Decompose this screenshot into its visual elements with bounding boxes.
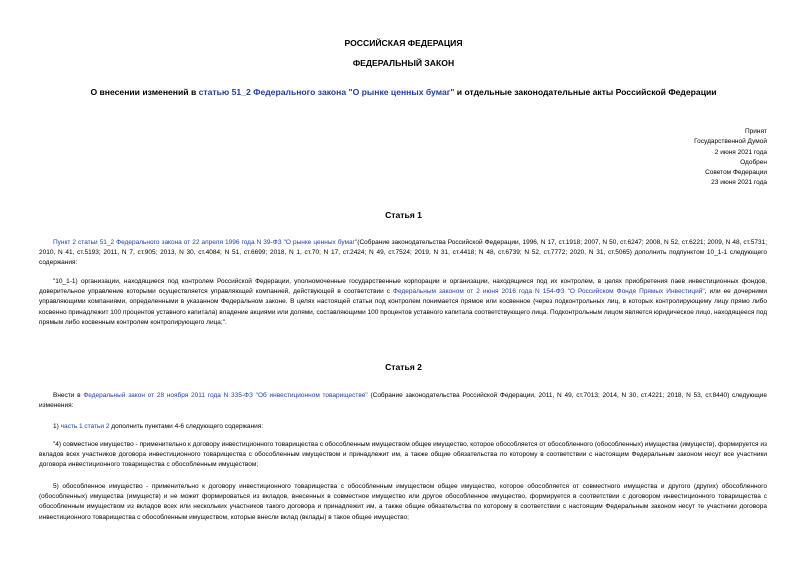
approval-date: 23 июня 2021 года	[711, 179, 767, 187]
paragraph-text: Внести в	[53, 392, 84, 399]
article-2-heading: Статья 2	[385, 362, 422, 372]
adoption-line: Принят	[744, 128, 767, 135]
doc-type-heading: ФЕДЕРАЛЬНЫЙ ЗАКОН	[352, 58, 455, 68]
article-2-paragraph-3	[39, 440, 767, 471]
article-2-paragraph-4	[39, 482, 767, 523]
article-2-paragraph-2	[39, 422, 767, 432]
paragraph-text: , или ее дочерними управляющими компаниями, определенными в указанном Федеральном законе. В целях настоящей статьи под контролем понимается прямое или косвенное (через подконтрольных лиц, в которых контролирующему лицу прямо либо косвенно принадлежит 100 процентов уставного капитала) владение акциями или долями, составляющими 100 процентов уставного капитала соответствующего лица. Подконтрольным лицом является юридическое лицо, находящееся под прямым либо косвенным контролем контролирующего лица;".	[39, 288, 768, 326]
law-title	[0, 87, 807, 97]
article-1-paragraph-2	[39, 277, 767, 328]
paragraph-text: (Собрание законодательства Российской Федерации, 1996, N 17, ст.1918; 2007, N 50, ст.6247; 2008, N 52, ст.6221; 2009, N 48, ст.5731; 2010, N 41, ст.5193; 2011, N 7, ст.905; 2013, N 30, ст.4084; N 51, ст.6699; 2018, N 1, ст.70; N 17, ст.2424; N 49, ст.7524; 2019, N 31, ст.4418; N 48, ст.6739; N 52, ст.7772; 2020, N 31, ст.5065) дополнить подпунктом 10_1-1 следующего содержания:	[39, 239, 767, 267]
article-1-heading: Статья 1	[385, 210, 422, 220]
paragraph-text: 5) обособленное имущество - применительно к договору инвестиционного товарищества с обособленным имуществом общее имущество, которое обособляется от совместного имущества и другого (других) обособленного (обособленных) имущества (имуществ) и не может формироваться из вкладов, внесенных в совместное имущество или другое обособленное имущество, формируется в соответствии с договором инвестиционного товарищества с обособленным имуществом из вкладов всех или нескольких участников такого договора и принадлежит им, а также общие обязательства по которому в соответствии с настоящим Федеральным законом несут те участники договора инвестиционного товарищества с обособленным имуществом, которые внесли вклад (вклады) в такое общее имущество;	[39, 483, 767, 521]
paragraph-text: дополнить пунктами 4-6 следующего содержания:	[109, 423, 264, 430]
country-heading: РОССИЙСКАЯ ФЕДЕРАЦИЯ	[344, 38, 463, 48]
approval-line: Советом Федерации	[705, 169, 767, 177]
law-335fz-link[interactable]: Федеральный закон от 28 ноября 2011 года N 335-ФЗ "Об инвестиционном товариществе"	[83, 392, 368, 399]
article-1-paragraph-1	[39, 238, 767, 269]
article-2-paragraph-1	[39, 391, 767, 411]
title-prefix: О внесении изменений в	[90, 87, 199, 97]
law-39fz-link[interactable]: Пункт 2 статьи 51_2 Федерального закона от 22 апреля 1996 года N 39-ФЗ "О рынке ценных бумаг"	[53, 239, 358, 246]
adoption-date: 2 июня 2021 года	[714, 148, 767, 156]
adoption-line: Государственной Думой	[694, 138, 767, 146]
article-2-part-1-link[interactable]: часть 1 статьи 2	[60, 423, 110, 430]
paragraph-text: (Собрание законодательства Российской Федерации, 2011, N 49, ст.7013; 2014, N 30, ст.4221; 2018, N 53, ст.8440) следующие изменения:	[39, 392, 767, 410]
title-link[interactable]: статью 51_2 Федерального закона "О рынке ценных бумаг"	[198, 87, 455, 97]
paragraph-text: "4) совместное имущество - применительно к договору инвестиционного товарищества с обособленным имуществом общее имущество, которое обособляется от обособленного (обособленных) имущества (имуществ), формируется из вкладов всех участников договора инвестиционного товарищества с обособленным имуществом и принадлежит им, а также общие обязательства по которому в соответствии с настоящим Федеральным законом несут все участники договора инвестиционного товарищества с обособленным имуществом;	[39, 441, 767, 469]
paragraph-text: 1)	[53, 423, 61, 430]
law-154fz-link[interactable]: Федеральным законом от 2 июня 2016 года N 154-ФЗ "О Российском Фонде Прямых Инвестиций"	[393, 288, 705, 296]
approval-line: Одобрен	[740, 158, 767, 166]
adoption-block	[694, 127, 767, 189]
paragraph-text: "10_1-1) организации, находящиеся под контролем Российской Федерации, уполномоченные государственные корпорации и организации, находящиеся под их контролем, в целях приобретения паев инвестиционных фондов, доверительное управление которыми осуществляется управляющей компанией, действующей в соответствии с	[39, 278, 767, 296]
title-suffix: и отдельные законодательные акты Российской Федерации	[454, 87, 717, 97]
